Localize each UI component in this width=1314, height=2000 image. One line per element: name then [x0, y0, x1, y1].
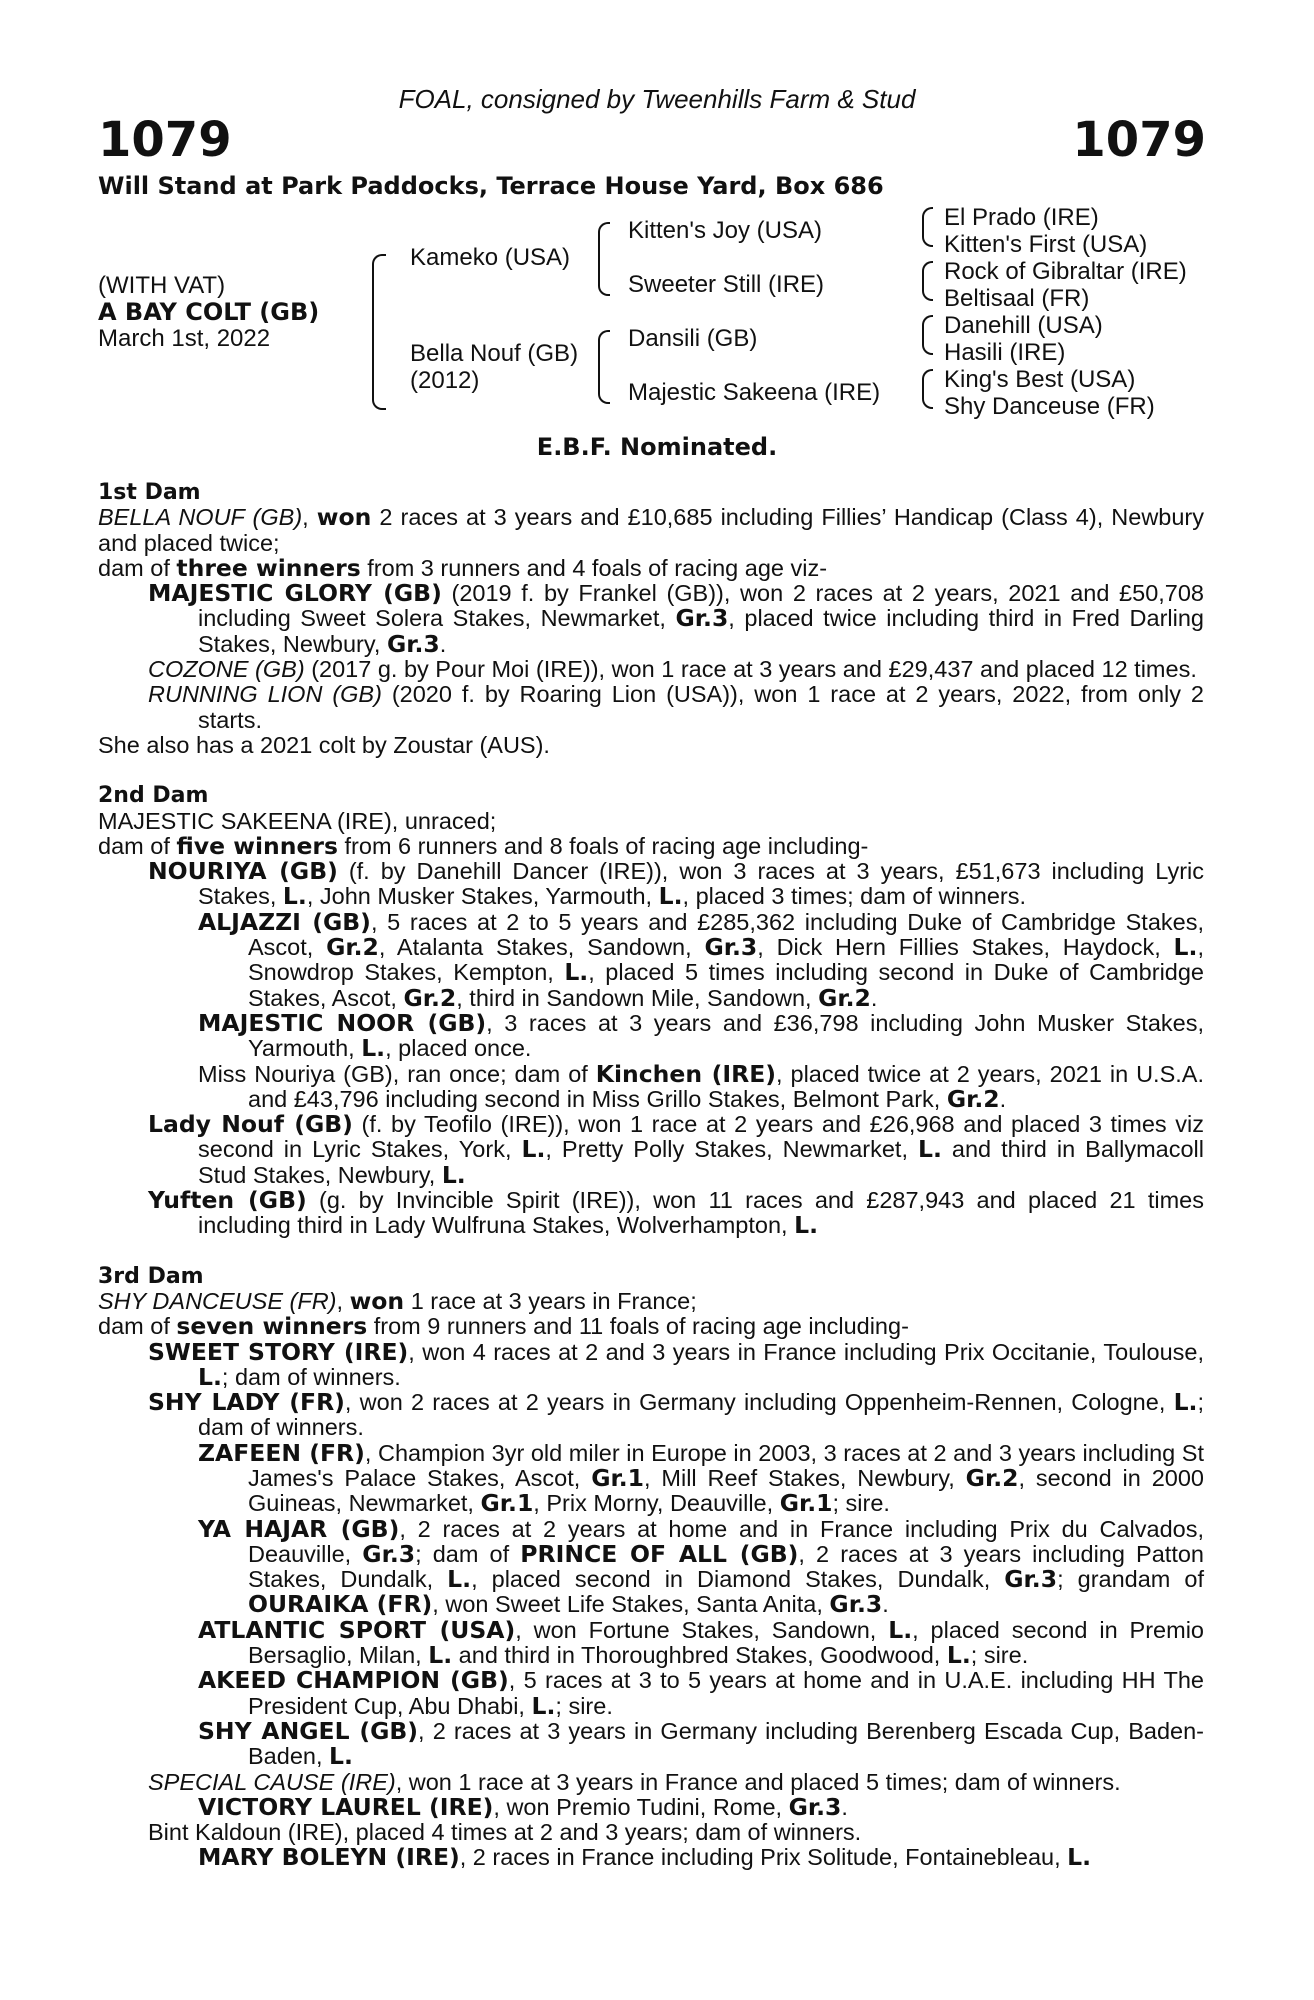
dam-sire: Dansili (GB) [628, 325, 758, 352]
produce-akeed-champion: AKEED CHAMPION (GB), 5 races at 3 to 5 years at home and in U.A.E. including HH The President Cup, Abu Dhabi, L.; sire. [198, 1666, 1204, 1720]
dam: Bella Nouf (GB) [410, 340, 579, 367]
brace-sd [922, 261, 933, 301]
sire-dam: Sweeter Still (IRE) [628, 271, 825, 298]
sdd: Beltisaal (FR) [944, 285, 1090, 312]
produce-atlantic-sport: ATLANTIC SPORT (USA), won Fortune Stakes, Sandown, L., placed second in Premio Bersaglio, Milan, L. and third in Thoroughbred Stakes, Goodwood, L.; sire. [198, 1615, 1204, 1670]
horse-name: A BAY COLT (GB) [98, 298, 320, 326]
produce-majestic-glory: MAJESTIC GLORY (GB) (2019 f. by Frankel (GB)), won 2 races at 2 years, 2021 and £50,708 including Sweet Solera Stakes, Newmarket, Gr.3, placed twice including third in Fred Darling Stakes, Newbury, Gr.3. [148, 579, 1205, 658]
brace-dam [598, 330, 610, 404]
catalogue-body [98, 480, 1204, 1871]
produce-shy-angel: SHY ANGEL (GB), 2 races at 3 years in Germany including Berenberg Escada Cup, Baden-Baden, L. [198, 1716, 1205, 1771]
produce-aljazzi: ALJAZZI (GB), 5 races at 2 to 5 years and £285,362 including Duke of Cambridge Stakes, Ascot, Gr.2, Atalanta Stakes, Sandown, Gr.3, Dick Hern Fillies Stakes, Haydock, L., Snowdrop Stakes, Kempton, L., placed 5 times including second in Duke of Cambridge Stakes, Ascot, Gr.2, third in Sandown Mile, Sandown, Gr.2. [198, 907, 1205, 1012]
first-dam-also: She also has a 2021 colt by Zoustar (AUS). [98, 731, 550, 758]
brace-dd [922, 369, 933, 409]
lot-number-left: 1079 [98, 112, 232, 168]
third-dam-intro: SHY DANCEUSE (FR), won 1 race at 3 years in France; [98, 1286, 697, 1315]
dam-dam: Majestic Sakeena (IRE) [628, 379, 881, 406]
dds: King's Best (USA) [944, 366, 1136, 393]
brace-ds [922, 315, 933, 355]
produce-ya-hajar: YA HAJAR (GB), 2 races at 2 years at home and in France including Prix du Calvados, Deauville, Gr.3; dam of PRINCE OF ALL (GB), 2 races at 3 years including Patton Stakes, Dundalk, L., placed second in Diamond Stakes, Dundalk, Gr.3; grandam of OURAIKA (FR), won Sweet Life Stakes, Santa Anita, Gr.3. [198, 1514, 1205, 1619]
brace-sire [598, 222, 610, 296]
lot-number-right: 1079 [1072, 112, 1206, 168]
sire-sire: Kitten's Joy (USA) [628, 217, 822, 244]
produce-majestic-noor: MAJESTIC NOOR (GB), 3 races at 3 years and £36,798 including John Musker Stakes, Yarmouth, L., placed once. [198, 1008, 1204, 1063]
produce-victory-laurel: VICTORY LAUREL (IRE), won Premio Tudini, Rome, Gr.3. [198, 1792, 848, 1821]
brace-main [372, 254, 386, 410]
brace-ss [922, 207, 933, 247]
stand-location: Will Stand at Park Paddocks, Terrace House Yard, Box 686 [98, 172, 884, 200]
first-dam-produce: dam of three winners from 3 runners and 4 foals of racing age viz- [98, 553, 828, 582]
produce-yuften: Yuften (GB) (g. by Invincible Spirit (IRE)), won 11 races and £287,943 and placed 21 times including third in Lady Wulfruna Stakes, Wolverhampton, L. [148, 1186, 1205, 1240]
second-dam-heading: 2nd Dam [98, 783, 209, 809]
sds: Rock of Gibraltar (IRE) [944, 258, 1187, 285]
horse-vat: (WITH VAT) [98, 272, 226, 299]
dss: Danehill (USA) [944, 312, 1103, 339]
dam-year: (2012) [410, 367, 480, 394]
dsd: Hasili (IRE) [944, 339, 1066, 366]
first-dam-heading: 1st Dam [98, 480, 201, 505]
produce-sweet-story: SWEET STORY (IRE), won 4 races at 2 and 3 years in France including Prix Occitanie, Toulouse, L.; dam of winners. [148, 1337, 1204, 1391]
produce-mary-boleyn: MARY BOLEYN (IRE), 2 races in France including Prix Solitude, Fontainebleau, L. [198, 1843, 1092, 1872]
produce-bint-kaldoun: Bint Kaldoun (IRE), placed 4 times at 2 and 3 years; dam of winners. [148, 1819, 862, 1846]
second-dam-intro: MAJESTIC SAKEENA (IRE), unraced; [98, 807, 497, 834]
horse-foaled: March 1st, 2022 [98, 325, 271, 352]
ebf-nominated: E.B.F. Nominated. [536, 433, 778, 461]
third-dam-heading: 3rd Dam [98, 1263, 204, 1289]
produce-zafeen: ZAFEEN (FR), Champion 3yr old miler in Europe in 2003, 3 races at 2 and 3 years including St James's Palace Stakes, Ascot, Gr.1, Mill Reef Stakes, Newbury, Gr.2, second in 2000 Guineas, Newmarket, Gr.1, Prix Morny, Deauville, Gr.1; sire. [198, 1438, 1204, 1518]
produce-running-lion: RUNNING LION (GB) (2020 f. by Roaring Lion (USA)), won 1 race at 2 years, 2022, from only 2 starts. [148, 681, 1204, 733]
ddd: Shy Danceuse (FR) [944, 393, 1155, 420]
produce-cozone: COZONE (GB) (2017 g. by Pour Moi (IRE)), won 1 race at 3 years and £29,437 and placed 12 times. [148, 656, 1197, 683]
produce-lady-nouf: Lady Nouf (GB) (f. by Teofilo (IRE)), won 1 race at 2 years and £26,968 and placed 3 times viz second in Lyric Stakes, York, L., Pretty Polly Stakes, Newmarket, L. and third in Ballymacoll Stud Stakes, Newbury, L. [148, 1110, 1204, 1189]
ssd: Kitten's First (USA) [944, 231, 1148, 258]
consigned-line: FOAL, consigned by Tweenhills Farm & Stud [398, 84, 916, 114]
produce-shy-lady: SHY LADY (FR), won 2 races at 2 years in Germany including Oppenheim-Rennen, Cologne, L.; dam of winners. [148, 1388, 1204, 1441]
produce-miss-nouriya: Miss Nouriya (GB), ran once; dam of Kinchen (IRE), placed twice at 2 years, 2021 in U.S.A. and £43,796 including second in Miss Grillo Stakes, Belmont Park, Gr.2. [198, 1059, 1204, 1113]
sss: El Prado (IRE) [944, 204, 1099, 231]
sire: Kameko (USA) [410, 244, 571, 271]
third-dam-produce: dam of seven winners from 9 runners and 11 foals of racing age including- [98, 1312, 909, 1341]
second-dam-produce: dam of five winners from 6 runners and 8 foals of racing age including- [98, 831, 869, 860]
produce-special-cause: SPECIAL CAUSE (IRE), won 1 race at 3 years in France and placed 5 times; dam of winners. [148, 1768, 1121, 1795]
first-dam-intro: BELLA NOUF (GB), won 2 races at 3 years and £10,685 including Fillies’ Handicap (Class 4), Newbury and placed twice; [98, 503, 1205, 556]
produce-nouriya: NOURIYA (GB) (f. by Danehill Dancer (IRE)), won 3 races at 3 years, £51,673 including Lyric Stakes, L., John Musker Stakes, Yarmouth, L., placed 3 times; dam of winners. [148, 857, 1204, 911]
